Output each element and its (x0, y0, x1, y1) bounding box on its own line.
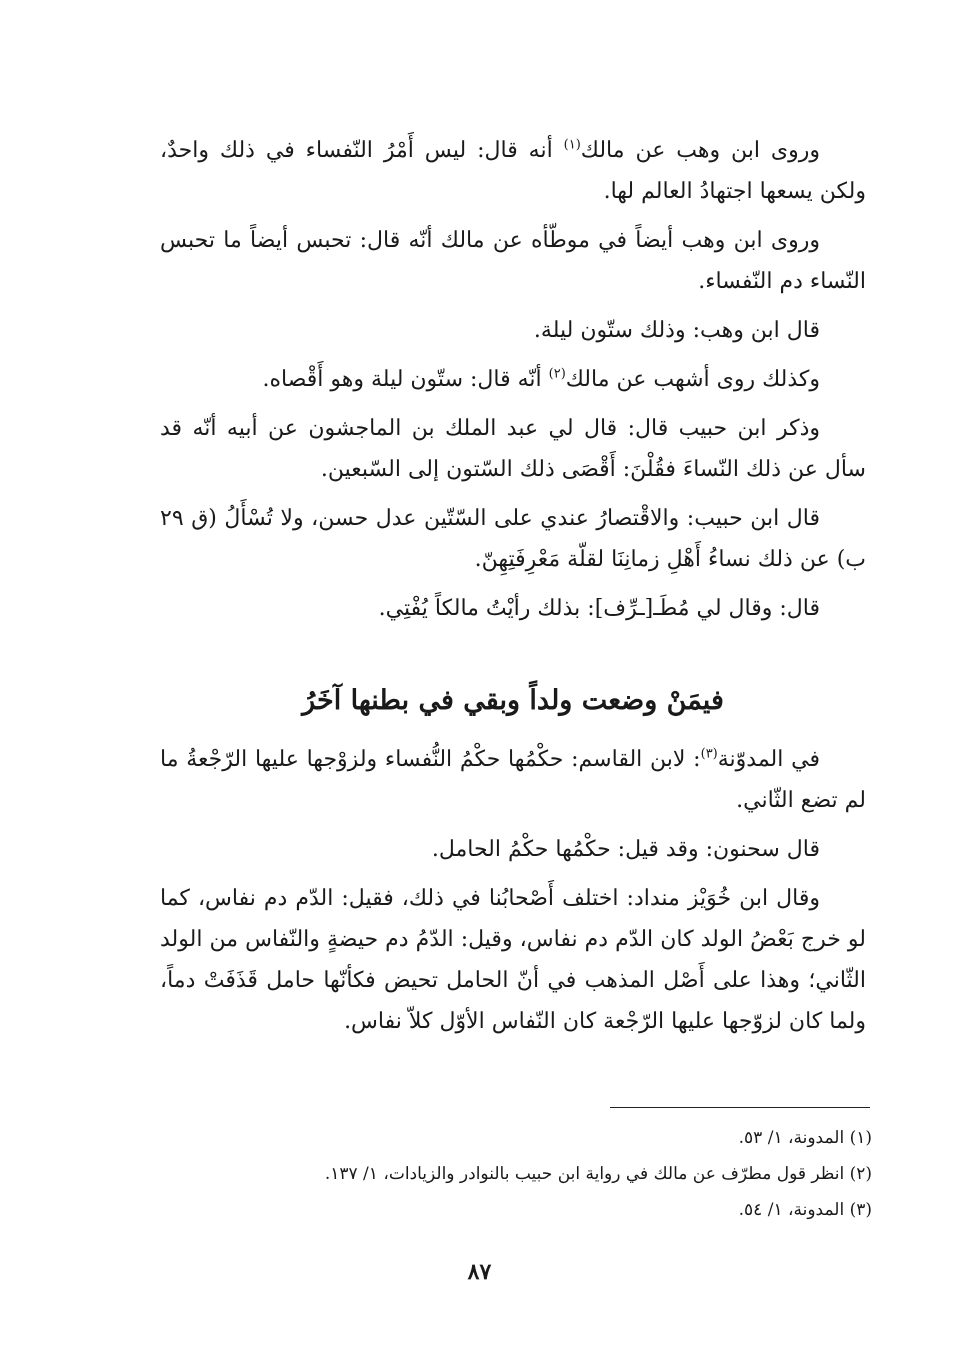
section-heading: فيمَنْ وضعت ولداً وبقي في بطنها آخَرُ (302, 685, 724, 716)
paragraph-10: وقال ابن خُوَيْز منداد: اختلف أَصْحابُنا في ذلك، فقيل: الدّم دم نفاس، كما لو خرج بَعْضُ الولد كان الدّم دم نفاس، وقيل: الدّمُ دم حيضةٍ والنّفاس من الولد الثّاني؛ وهذا على أَصْل المذهب في أنّ الحامل تحيض فكأنّها حامل قَذَفَتْ دماً، ولما كان لزوّجها عليها الرّجْعة كان النّفاس الأوّل كلاّ نفاس. (160, 886, 866, 1034)
footnote-3: (٣) المدونة، ١/ ٥٤. (738, 1200, 872, 1220)
footnote-2: (٢) انظر قول مطرّف عن مالك في رواية ابن حبيب بالنوادر والزيادات، ١/ ١٣٧. (324, 1164, 872, 1184)
footnote-marker-1[interactable]: (١) (563, 137, 581, 153)
paragraph-4 (160, 359, 866, 400)
paragraph-text: : لابن القاسم: حكْمُها حكْمُ النُّفساء ولزوْجها عليها الرّجْعةُ ما لم تضع الثّاني. (160, 747, 866, 813)
paragraph-text: أنّه قال: ستّون ليلة وهو أَقْصاه. (262, 367, 549, 392)
paragraph-6: قال ابن حبيب: والاقْتصارُ عندي على السّتّين عدل حسن، ولا تُسْأَلُ (ق ٢٩ ب) عن ذلك نساءُ أَهْلِ زمانِنَا لقلّة مَعْرِفَتِهِنّ. (160, 506, 866, 572)
paragraph-7: قال: وقال لي مُطَـ[ـرِّف]: بذلك رأيْتُ مالكاً يُفْتِي. (378, 596, 820, 621)
paragraph-8 (160, 739, 866, 821)
paragraph-9: قال سحنون: وقد قيل: حكْمُها حكْمُ الحامل. (431, 837, 820, 862)
paragraph-2: وروى ابن وهب أيضاً في موطّأه عن مالك أنّه قال: تحبس أيضاً ما تحبس النّساء دم النّفساء. (160, 228, 866, 294)
paragraph-text: وكذلك روى أشهب عن مالك (565, 367, 820, 392)
footnote-divider (610, 1107, 870, 1108)
footnote-1: (١) المدونة، ١/ ٥٣. (738, 1128, 872, 1148)
page-number: ٨٧ (467, 1259, 492, 1285)
footnotes (160, 1120, 872, 1228)
footnote-marker-3[interactable]: (٣) (700, 746, 718, 762)
paragraph-text: وروى ابن وهب عن مالك (580, 138, 821, 163)
main-text (160, 130, 866, 1050)
paragraph-5: وذكر ابن حبيب قال: قال لي عبد الملك بن الماجشون عن أبيه أنّه قد سأل عن ذلك النّساءَ فقُلْنَ: أَقْصَى ذلك السّتون إلى السّبعين. (160, 416, 866, 482)
footnote-marker-2[interactable]: (٢) (548, 366, 566, 382)
paragraph-3: قال ابن وهب: وذلك ستّون ليلة. (533, 318, 820, 343)
paragraph-text: في المدوّنة (717, 747, 820, 772)
paragraph-text: أنه قال: ليس أَمْرُ النّفساء في ذلك واحدٌ، ولكن يسعها اجتهادُ العالم لها. (160, 138, 866, 204)
paragraph-1 (160, 130, 866, 212)
